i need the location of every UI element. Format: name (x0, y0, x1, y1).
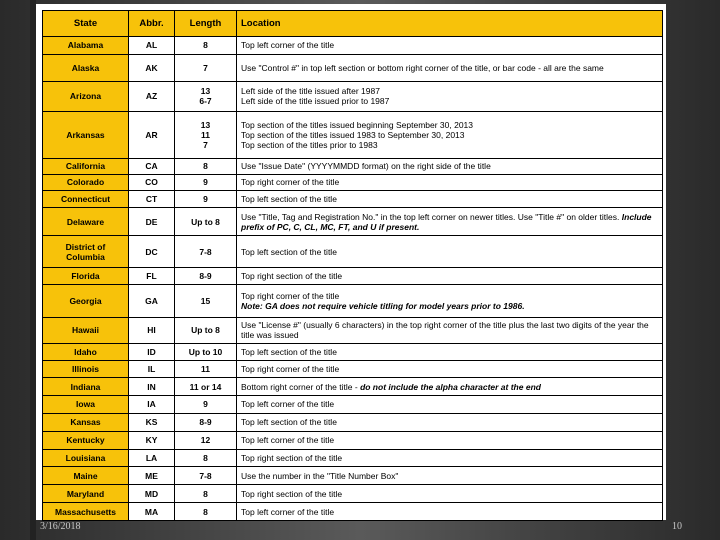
location-text: Top section of the titles issued beginning September 30, 2013 (241, 119, 474, 130)
table-row (43, 267, 663, 284)
cell-location (237, 485, 663, 503)
cell-abbr: CA (129, 158, 175, 174)
cell-abbr: DC (129, 236, 175, 267)
cell-length (175, 236, 237, 267)
cell-abbr: IL (129, 361, 175, 378)
location-text: Use the number in the "Title Number Box" (241, 470, 399, 481)
table-row (43, 191, 663, 208)
cell-state: Florida (43, 267, 129, 284)
cell-length (175, 37, 237, 55)
header-location: Location (237, 11, 663, 37)
location-text: Bottom right corner of the title - (241, 381, 361, 392)
cell-abbr: CT (129, 191, 175, 208)
table-row (43, 467, 663, 485)
location-text: Use "Issue Date" (YYYYMMDD format) on the right side of the title (241, 161, 491, 172)
cell-length (175, 54, 237, 81)
cell-abbr: AK (129, 54, 175, 81)
length-value: 15 (200, 296, 211, 307)
cell-abbr: IA (129, 395, 175, 413)
table-header-row (43, 11, 663, 37)
table-row (43, 318, 663, 343)
location-note: do not include the alpha character at the end (360, 381, 541, 392)
cell-state: Alabama (43, 37, 129, 55)
table-row (43, 361, 663, 378)
length-value: 12 (200, 435, 211, 446)
length-value: 13 (200, 86, 211, 97)
cell-abbr: HI (129, 318, 175, 343)
cell-abbr: AL (129, 37, 175, 55)
footer-date: 3/16/2018 (40, 521, 81, 532)
table-row (43, 37, 663, 55)
cell-location (237, 284, 663, 318)
cell-location (237, 208, 663, 236)
cell-abbr: KY (129, 431, 175, 449)
length-value: 7-8 (199, 246, 212, 257)
table-row (43, 174, 663, 191)
cell-length (175, 158, 237, 174)
cell-length (175, 318, 237, 343)
table-row (43, 54, 663, 81)
cell-length (175, 284, 237, 318)
header-state: State (43, 11, 129, 37)
location-text: Top right corner of the title (241, 291, 340, 302)
location-text: Top left corner of the title (241, 40, 335, 51)
cell-state: Colorado (43, 174, 129, 191)
cell-state: California (43, 158, 129, 174)
length-value: 8 (203, 452, 208, 463)
table-row (43, 378, 663, 396)
length-value: 7 (203, 139, 208, 150)
location-text: Top left corner of the title (241, 506, 335, 517)
cell-state: Maine (43, 467, 129, 485)
cell-state: Iowa (43, 395, 129, 413)
location-text: Top right corner of the title (241, 364, 340, 375)
cell-state: Kansas (43, 413, 129, 431)
length-value: 11 or 14 (189, 381, 222, 392)
cell-location (237, 174, 663, 191)
cell-location (237, 503, 663, 521)
table-row (43, 158, 663, 174)
cell-state: Hawaii (43, 318, 129, 343)
table-row (43, 111, 663, 158)
cell-abbr: IN (129, 378, 175, 396)
location-text: Left side of the title issued prior to 1987 (241, 96, 390, 107)
location-text: Top section of the titles issued 1983 to September 30, 2013 (241, 129, 465, 140)
cell-state: Arizona (43, 82, 129, 111)
location-text: Top left corner of the title (241, 399, 335, 410)
cell-state: District of Columbia (43, 236, 129, 267)
cell-abbr: KS (129, 413, 175, 431)
cell-length (175, 485, 237, 503)
cell-location (237, 158, 663, 174)
table-row (43, 413, 663, 431)
length-value: 6-7 (199, 96, 212, 107)
cell-state: Idaho (43, 343, 129, 361)
cell-location (237, 378, 663, 396)
cell-length (175, 343, 237, 361)
cell-state: Arkansas (43, 111, 129, 158)
cell-length (175, 111, 237, 158)
cell-abbr: AZ (129, 82, 175, 111)
cell-location (237, 361, 663, 378)
table-row (43, 343, 663, 361)
length-value: 7-8 (199, 470, 212, 481)
table-row (43, 236, 663, 267)
length-value: Up to 10 (188, 346, 223, 357)
length-value: 8-9 (199, 270, 212, 281)
location-text: Top left section of the title (241, 246, 337, 257)
slide (36, 4, 666, 520)
location-text: Top left section of the title (241, 346, 337, 357)
location-text: Top right section of the title (241, 452, 343, 463)
length-value: 8 (203, 506, 208, 517)
cell-abbr: MD (129, 485, 175, 503)
length-value: Up to 8 (191, 216, 220, 227)
cell-location (237, 267, 663, 284)
cell-state: Alaska (43, 54, 129, 81)
cell-length (175, 361, 237, 378)
table-row (43, 395, 663, 413)
location-note: Note: GA does not require vehicle titling for model years prior to 1986. (241, 301, 525, 312)
length-value: 13 (200, 119, 211, 130)
cell-abbr: CO (129, 174, 175, 191)
location-text: Top left corner of the title (241, 435, 335, 446)
cell-length (175, 378, 237, 396)
cell-location (237, 82, 663, 111)
cell-state: Connecticut (43, 191, 129, 208)
cell-state: Indiana (43, 378, 129, 396)
location-text: Left side of the title issued after 1987 (241, 86, 380, 97)
cell-abbr: DE (129, 208, 175, 236)
cell-state: Illinois (43, 361, 129, 378)
cell-abbr: GA (129, 284, 175, 318)
cell-location (237, 449, 663, 467)
cell-location (237, 318, 663, 343)
cell-abbr: ME (129, 467, 175, 485)
location-text: Top left section of the title (241, 417, 337, 428)
cell-location (237, 431, 663, 449)
length-value: 9 (203, 194, 208, 205)
table-row (43, 431, 663, 449)
cell-length (175, 431, 237, 449)
cell-length (175, 267, 237, 284)
cell-abbr: ID (129, 343, 175, 361)
page-number: 10 (672, 521, 682, 532)
length-value: 11 (201, 129, 210, 140)
table-row (43, 449, 663, 467)
length-value: Up to 8 (191, 325, 220, 336)
length-value: 8-9 (199, 417, 212, 428)
table-row (43, 503, 663, 521)
cell-state: Maryland (43, 485, 129, 503)
cell-length (175, 82, 237, 111)
cell-length (175, 174, 237, 191)
cell-abbr: FL (129, 267, 175, 284)
cell-location (237, 111, 663, 158)
cell-length (175, 208, 237, 236)
cell-length (175, 449, 237, 467)
location-text: Use "Title, Tag and Registration No." in the top left corner on newer titles. Use "Title #" on older titles. (241, 211, 620, 222)
table-body (43, 37, 663, 521)
cell-location (237, 343, 663, 361)
title-location-table (42, 10, 663, 521)
length-value: 7 (203, 62, 208, 73)
length-value: 9 (203, 177, 208, 188)
cell-length (175, 395, 237, 413)
location-text: Use "Control #" in top left section or bottom right corner of the title, or bar code - all are the same (241, 62, 604, 73)
table-row (43, 485, 663, 503)
cell-abbr: LA (129, 449, 175, 467)
cell-state: Louisiana (43, 449, 129, 467)
cell-location (237, 413, 663, 431)
cell-state: Massachusetts (43, 503, 129, 521)
table-row (43, 284, 663, 318)
cell-state: Kentucky (43, 431, 129, 449)
location-note: Include prefix of PC, C, CL, MC, FT, and U if present. (241, 211, 652, 232)
length-value: 8 (203, 161, 208, 172)
header-abbr: Abbr. (129, 11, 175, 37)
table-row (43, 82, 663, 111)
cell-state: Delaware (43, 208, 129, 236)
length-value: 8 (203, 488, 208, 499)
location-text: Top right section of the title (241, 270, 343, 281)
cell-location (237, 236, 663, 267)
cell-state: Georgia (43, 284, 129, 318)
location-text: Use "License #" (usually 6 characters) in the top right corner of the title plus the last two digits of the year the title was issued (241, 320, 649, 341)
cell-location (237, 395, 663, 413)
location-text: Top right section of the title (241, 488, 343, 499)
cell-location (237, 191, 663, 208)
location-text: Top right corner of the title (241, 177, 340, 188)
cell-length (175, 191, 237, 208)
cell-abbr: MA (129, 503, 175, 521)
length-value: 8 (203, 40, 208, 51)
cell-length (175, 467, 237, 485)
cell-location (237, 54, 663, 81)
cell-length (175, 413, 237, 431)
table-row (43, 208, 663, 236)
cell-location (237, 467, 663, 485)
location-text: Top left section of the title (241, 194, 337, 205)
cell-abbr: AR (129, 111, 175, 158)
location-text: Top section of the titles prior to 1983 (241, 139, 378, 150)
cell-length (175, 503, 237, 521)
cell-location (237, 37, 663, 55)
length-value: 9 (203, 399, 208, 410)
header-length: Length (175, 11, 237, 37)
length-value: 11 (201, 364, 210, 375)
